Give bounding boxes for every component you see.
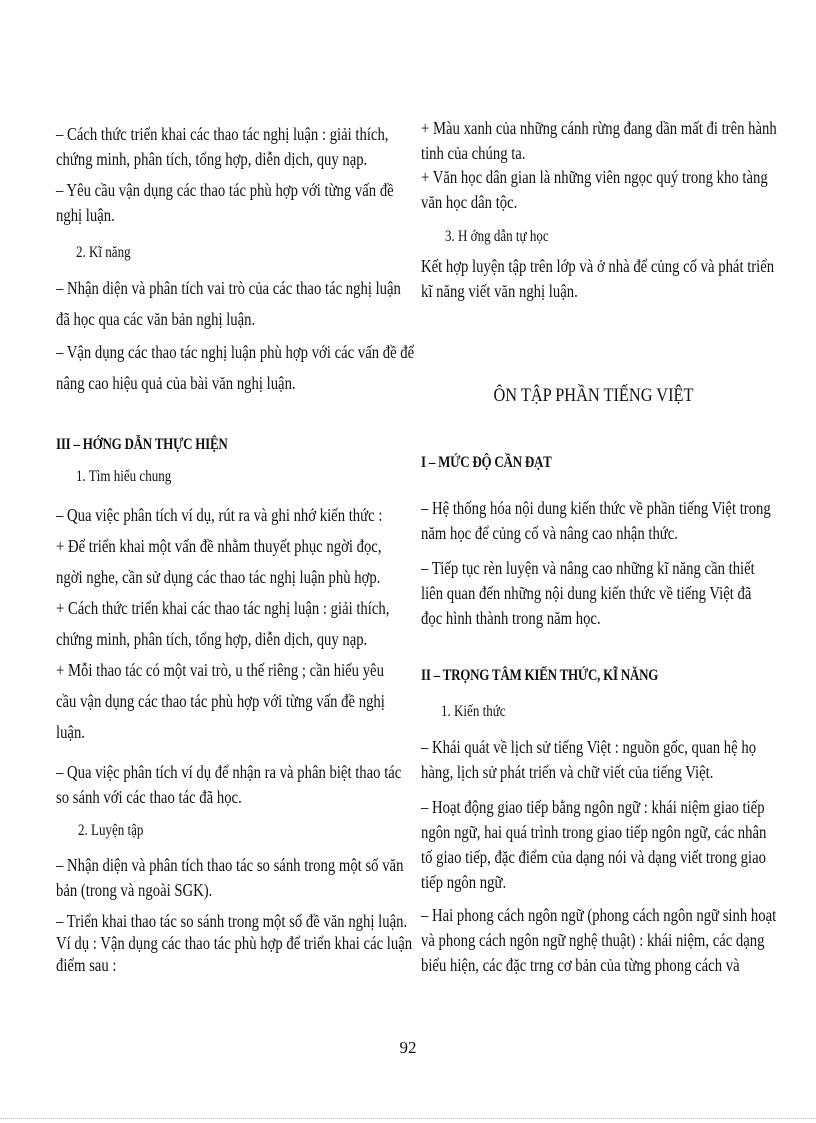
paragraph-styles: – Hai phong cách ngôn ngữ (phong cách ngôn ngữ sinh hoạt và phong cách ngôn ngữ nghệ thuật) : khái niệm, các dạng biểu hiện, các đặc trng cơ bản của từng phong cách và	[421, 905, 777, 975]
paragraph-requirements: – Yêu cầu vận dụng các thao tác phù hợp với từng vấn đề nghị luận.	[56, 180, 394, 225]
paragraph-practice-identify: – Nhận diện và phân tích thao tác so sánh trong một số văn bản (trong và ngoài SGK).	[56, 855, 404, 900]
paragraph-systematize: – Hệ thống hóa nội dung kiến thức về phần tiếng Việt trong năm học để củng cố và nâng cao nhận thức.	[421, 498, 771, 543]
page-number: 92	[399, 1038, 417, 1057]
subheading-skills: 2. Kĩ năng	[76, 244, 131, 261]
paragraph-analysis: – Qua việc phân tích ví dụ, rút ra và ghi nhớ kiến thức : + Để triển khai một vấn đề nhằm thuyết phục ngời đọc, ngời nghe, cần sử dụng các thao tác nghị luận phù hợp. + Cách thức triển khai các thao tác nghị luận : giải thích, chứng minh, phân tích, tổng hợp, diễn dịch, quy nạp. + Mỗi thao tác có một vai trò, u thế riêng ; cần hiểu yêu cầu vận dụng các thao tác phù hợp với từng vấn đề nghị luận.	[56, 505, 390, 742]
paragraph-compare: – Qua việc phân tích ví dụ để nhận ra và phân biệt thao tác so sánh với các thao tác đã học.	[56, 762, 402, 807]
heading-iii: III – HỚNG DẪN THỰC HIỆN	[56, 436, 228, 453]
subheading-knowledge: 1. Kiến thức	[441, 703, 506, 720]
paragraph-identify: – Nhận diện và phân tích vai trò của các thao tác nghị luận đã học qua các văn bản nghị luận.	[56, 278, 401, 329]
subheading-practice: 2. Luyện tập	[78, 822, 144, 839]
paragraph-communication: – Hoạt động giao tiếp bằng ngôn ngữ : khái niệm giao tiếp ngôn ngữ, hai quá trình trong giao tiếp ngôn ngữ, các nhân tố giao tiếp, đặc điểm của dạng nói và dạng viết trong giao tiếp ngôn ngữ.	[421, 797, 767, 892]
subheading-learn: 1. Tìm hiểu chung	[76, 468, 172, 485]
paragraph-forest: + Màu xanh của những cánh rừng đang dần mất đi trên hành tinh của chúng ta.	[421, 118, 777, 163]
subheading-self-study: 3. H ớng dẫn tự học	[445, 228, 549, 245]
section-title: ÔN TẬP PHẦN TIẾNG VIỆT	[493, 385, 694, 406]
paragraph-self-study: Kết hợp luyện tập trên lớp và ở nhà để củng cố và phát triển kĩ năng viết văn nghị luận.	[421, 256, 775, 301]
paragraph-methods: – Cách thức triển khai các thao tác nghị luận : giải thích, chứng minh, phân tích, tổng hợp, diễn dịch, quy nạp.	[56, 124, 389, 169]
paragraph-folk-literature: + Văn học dân gian là những viên ngọc quý trong kho tàng văn học dân tộc.	[421, 167, 768, 212]
paragraph-practice-apply: – Triển khai thao tác so sánh trong một số đề văn nghị luận. Ví dụ : Vận dụng các thao tác phù hợp để triển khai các luận điểm sau :	[56, 911, 413, 975]
heading-ii: II – TRỌNG TÂM KIẾN THỨC, KĨ NĂNG	[421, 667, 659, 684]
heading-i: I – MỨC ĐỘ CẦN ĐẠT	[421, 454, 552, 471]
paragraph-apply: – Vận dụng các thao tác nghị luận phù hợp với các vấn đề để nâng cao hiệu quả của bài văn nghị luận.	[56, 342, 415, 393]
bottom-dotted-rule	[0, 1118, 816, 1119]
paragraph-skills-practice: – Tiếp tục rèn luyện và nâng cao những kĩ năng cần thiết liên quan đến những nội dung kiến thức về tiếng Việt đã đọc hình thành trong năm học.	[421, 558, 755, 628]
paragraph-history: – Khái quát về lịch sử tiếng Việt : nguồn gốc, quan hệ họ hàng, lịch sử phát triển và chữ viết của tiếng Việt.	[421, 737, 757, 782]
